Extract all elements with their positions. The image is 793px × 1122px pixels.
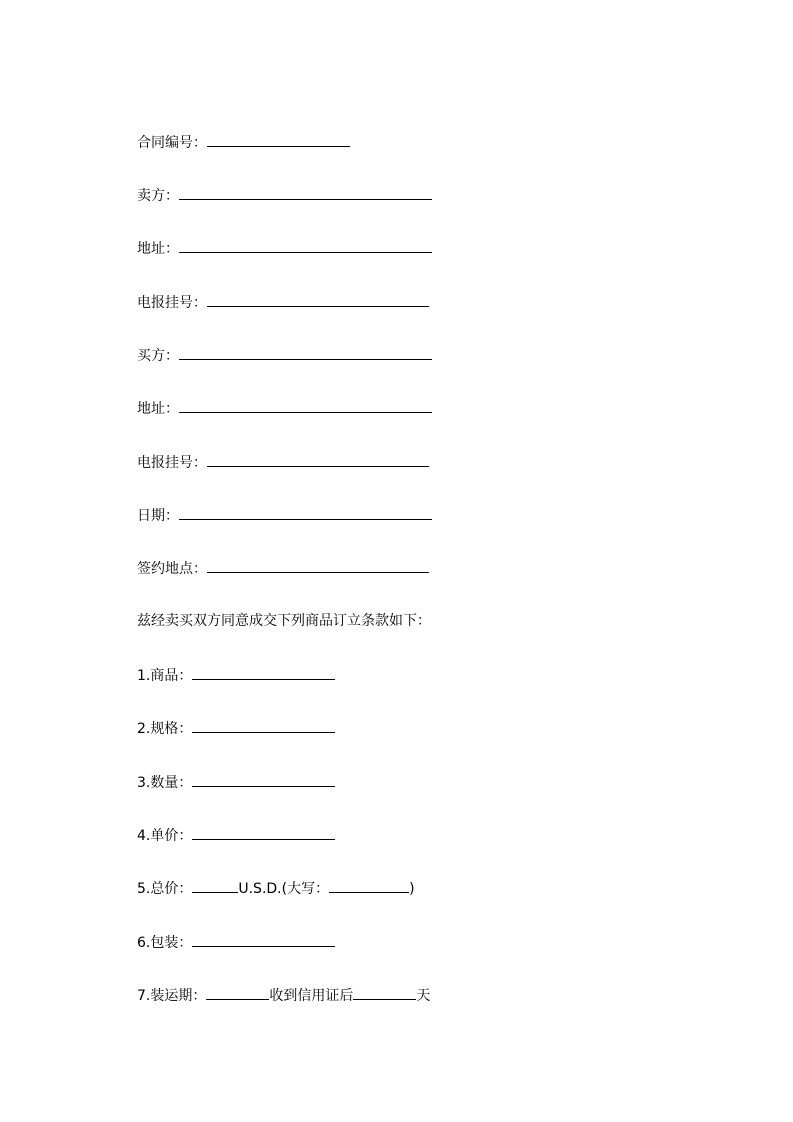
- buyer-label: 买方：: [137, 348, 179, 364]
- seller-label: 卖方：: [137, 188, 179, 204]
- contract-number-blank[interactable]: [207, 132, 350, 147]
- buyer-row: [137, 345, 432, 363]
- contract-number-row: [137, 132, 350, 150]
- intro-text: 兹经卖买双方同意成交下列商品订立条款如下：: [137, 613, 431, 629]
- packing-blank[interactable]: [192, 932, 335, 947]
- total-price-amount-blank[interactable]: [192, 878, 238, 893]
- goods-row: [137, 665, 335, 683]
- total-price-label: 5.总价：: [137, 881, 193, 897]
- shipment-date-blank[interactable]: [206, 985, 269, 1000]
- quantity-blank[interactable]: [192, 772, 335, 787]
- date-blank[interactable]: [179, 505, 432, 520]
- total-price-words-blank[interactable]: [329, 878, 409, 893]
- seller-address-blank[interactable]: [179, 238, 432, 253]
- seller-blank[interactable]: [179, 185, 432, 200]
- buyer-blank[interactable]: [179, 345, 432, 360]
- buyer-address-label: 地址：: [137, 401, 179, 417]
- unit-price-label: 4.单价：: [137, 828, 193, 844]
- intro-row: [137, 612, 431, 630]
- buyer-cable-row: [137, 452, 429, 470]
- seller-address-row: [137, 238, 432, 256]
- contract-number-label: 合同编号：: [137, 135, 207, 151]
- spec-row: [137, 718, 335, 736]
- quantity-row: [137, 772, 335, 790]
- seller-row: [137, 185, 432, 203]
- total-currency-text: U.S.D.(大写：: [238, 881, 330, 897]
- packing-label: 6.包装：: [137, 935, 193, 951]
- buyer-address-blank[interactable]: [179, 398, 432, 413]
- shipment-end-text: 天: [416, 988, 431, 1004]
- packing-row: [137, 932, 335, 950]
- total-price-row: [137, 878, 415, 896]
- signing-place-row: [137, 558, 429, 576]
- date-label: 日期：: [137, 508, 179, 524]
- goods-label: 1.商品：: [137, 668, 193, 684]
- seller-cable-label: 电报挂号：: [137, 295, 207, 311]
- signing-place-label: 签约地点：: [137, 561, 207, 577]
- total-close-paren: ): [409, 881, 415, 897]
- buyer-address-row: [137, 398, 432, 416]
- buyer-cable-label: 电报挂号：: [137, 455, 207, 471]
- unit-price-blank[interactable]: [192, 825, 335, 840]
- seller-cable-row: [137, 292, 429, 310]
- seller-cable-blank[interactable]: [207, 292, 429, 307]
- signing-place-blank[interactable]: [207, 558, 429, 573]
- shipment-label: 7.装运期：: [137, 988, 207, 1004]
- goods-blank[interactable]: [192, 665, 335, 680]
- spec-blank[interactable]: [192, 718, 335, 733]
- seller-address-label: 地址：: [137, 241, 179, 257]
- shipment-middle-text: 收到信用证后: [269, 988, 354, 1004]
- unit-price-row: [137, 825, 335, 843]
- buyer-cable-blank[interactable]: [207, 452, 429, 467]
- date-row: [137, 505, 432, 523]
- spec-label: 2.规格：: [137, 721, 193, 737]
- quantity-label: 3.数量：: [137, 775, 193, 791]
- shipment-row: [137, 985, 430, 1003]
- shipment-days-blank[interactable]: [353, 985, 416, 1000]
